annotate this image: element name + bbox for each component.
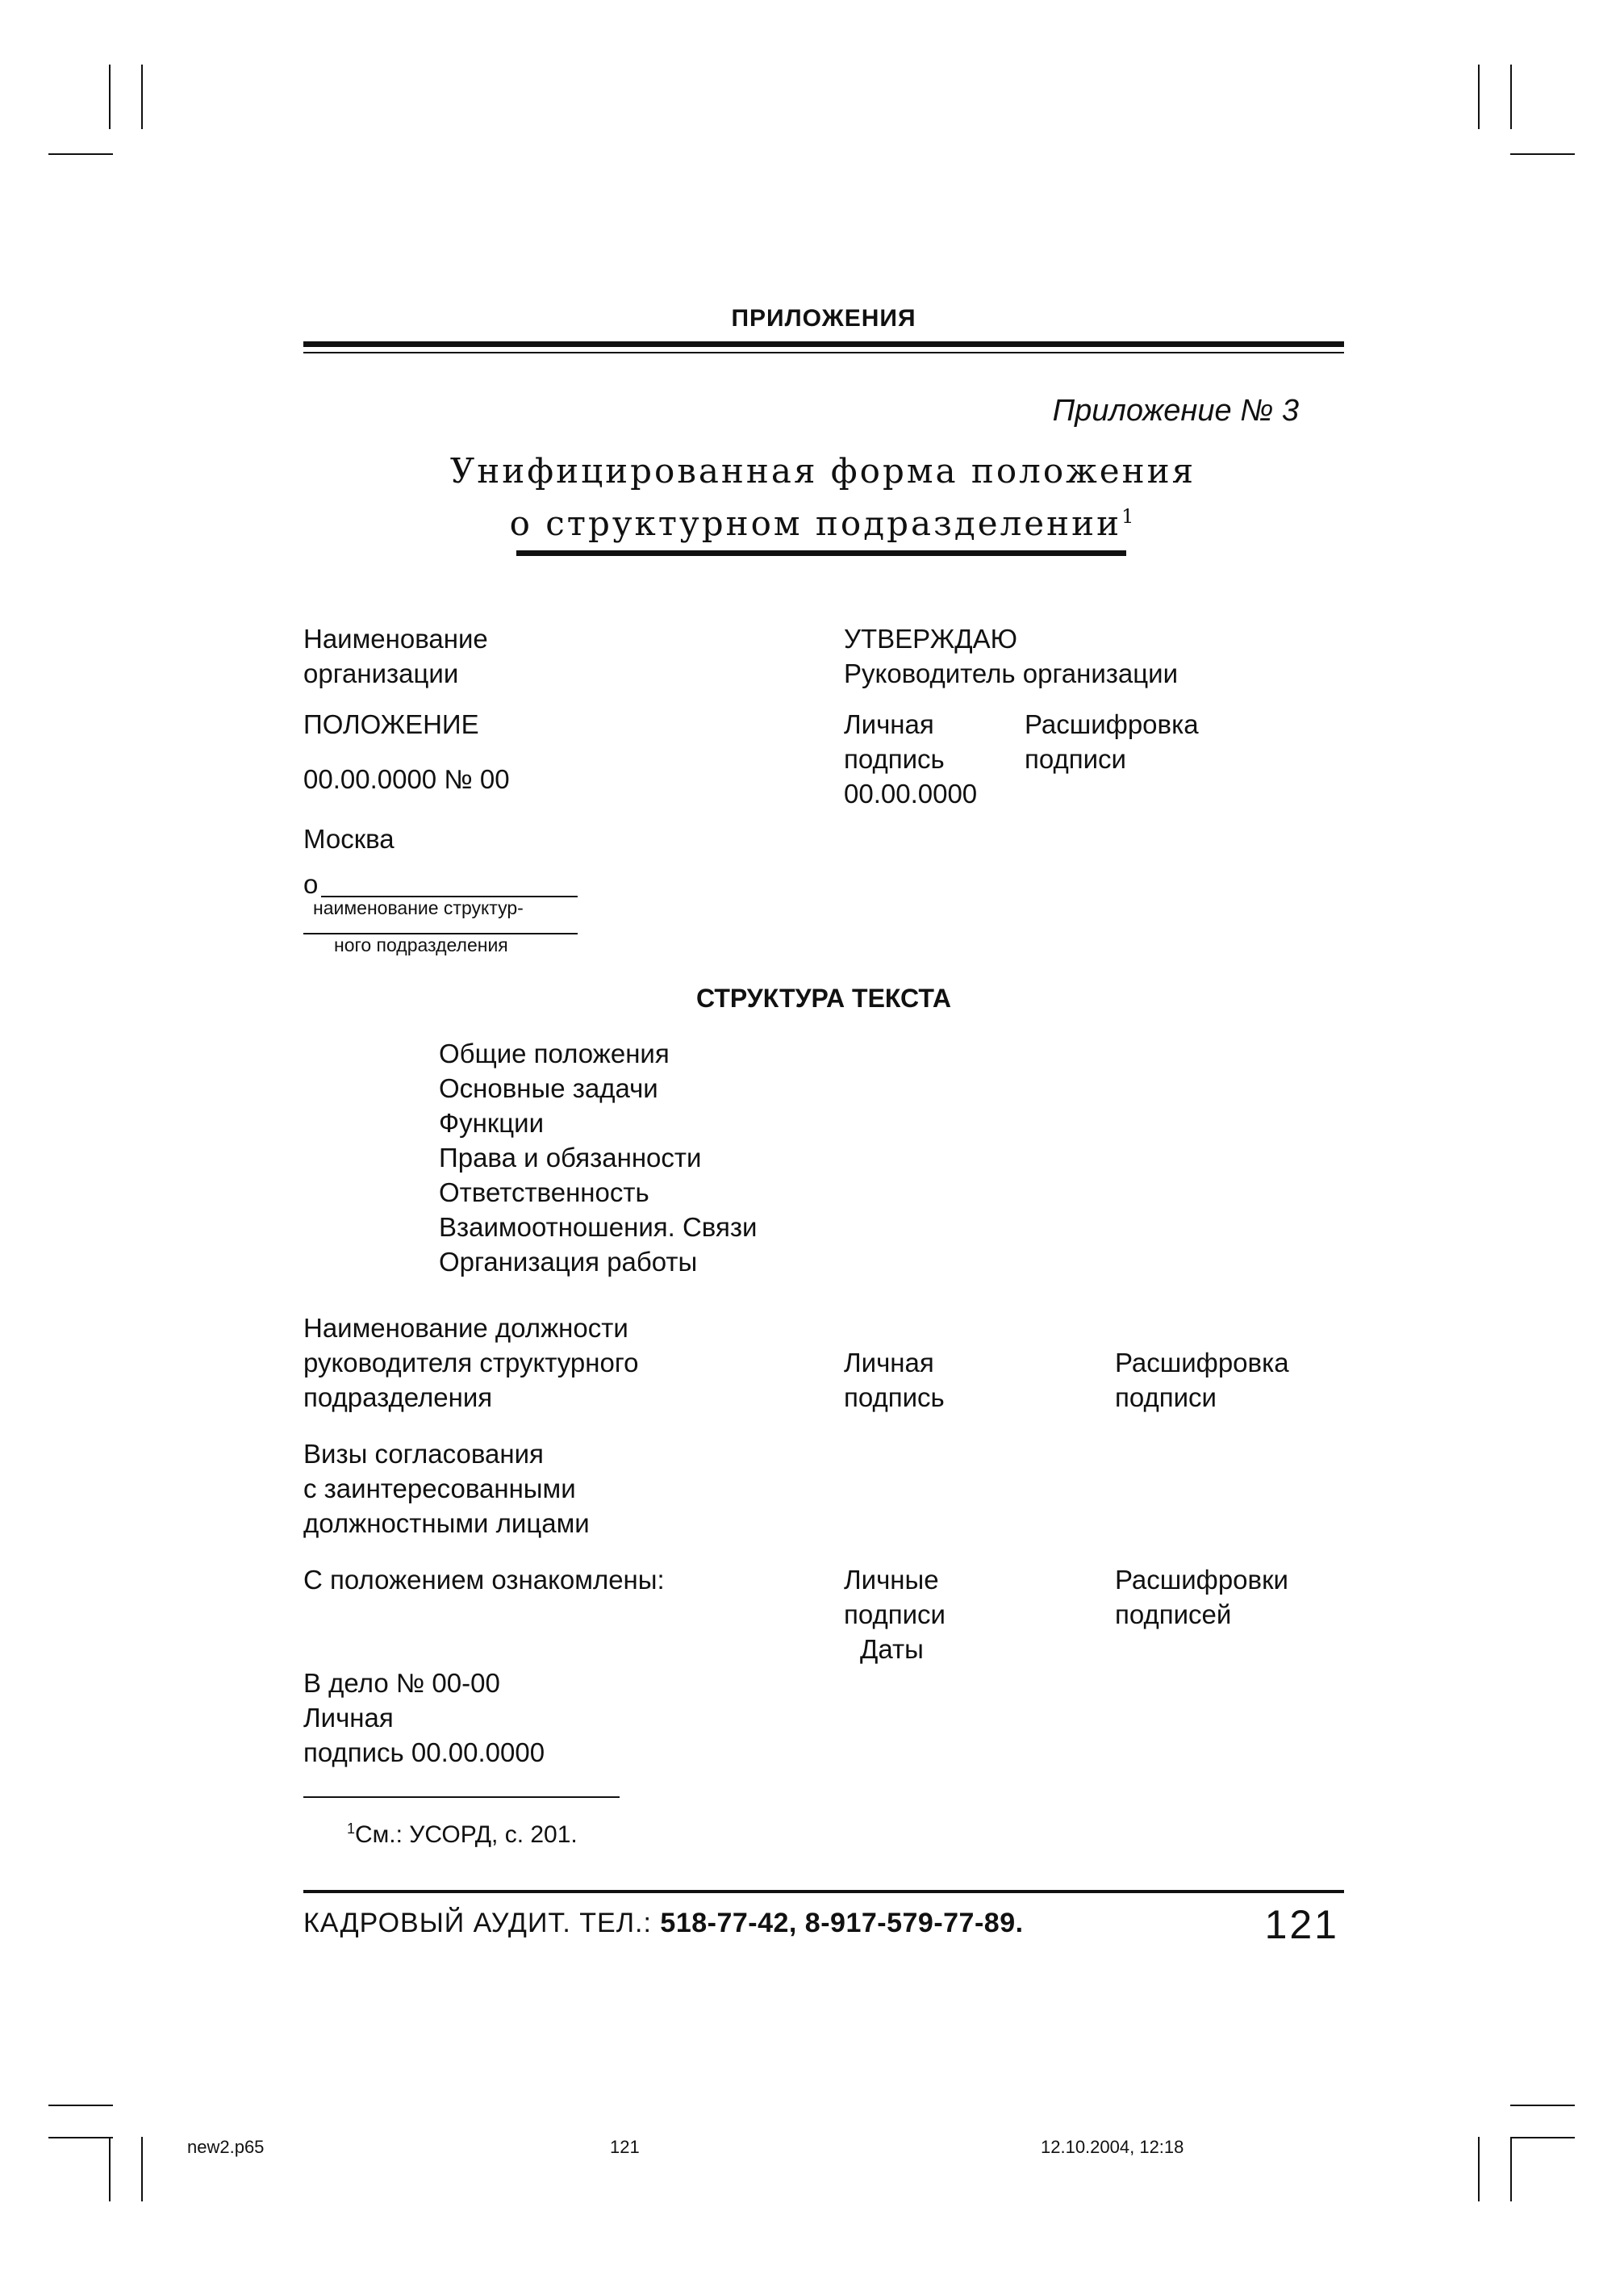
head-rule-thick bbox=[303, 341, 1344, 347]
page-number: 121 bbox=[1264, 1902, 1339, 1947]
list-item: Права и обязанности bbox=[439, 1143, 702, 1173]
head-position: Наименование должности руководителя структурного подразделения bbox=[303, 1313, 639, 1412]
org-name: Наименование организации bbox=[303, 624, 488, 688]
list-item: Ответственность bbox=[439, 1177, 649, 1207]
approver: Руководитель организации bbox=[844, 658, 1179, 688]
title-footnote-ref: 1 bbox=[1121, 505, 1137, 528]
city: Москва bbox=[303, 824, 395, 854]
list-item: Общие положения bbox=[439, 1039, 670, 1068]
approver-decoding: Расшифровка подписи bbox=[1025, 709, 1199, 774]
unit-caption-1: наименование структур- bbox=[313, 897, 524, 918]
document-title bbox=[371, 449, 1275, 546]
slug-file: new2.p65 bbox=[187, 2137, 265, 2157]
footer-phones: 518-77-42, 8-917-579-77-89. bbox=[660, 1908, 1024, 1938]
footer-rule bbox=[303, 1890, 1344, 1893]
acquainted-decodings: Расшифровки подписей bbox=[1115, 1565, 1288, 1629]
doc-date-number: 00.00.0000 № 00 bbox=[303, 764, 510, 794]
footnote-text: См.: УСОРД, с. 201. bbox=[355, 1821, 578, 1848]
acquainted-label: С положением ознакомлены: bbox=[303, 1565, 665, 1595]
slug-datetime: 12.10.2004, 12:18 bbox=[1041, 2137, 1184, 2157]
head-decoding: Расшифровка подписи bbox=[1115, 1348, 1289, 1412]
footnote-rule bbox=[303, 1796, 620, 1798]
acquainted-signatures: Личные подписи Даты bbox=[844, 1565, 946, 1664]
approver-signature: Личная подпись 00.00.0000 bbox=[844, 707, 977, 811]
file-note: В дело № 00-00 Личная подпись 00.00.0000 bbox=[303, 1668, 545, 1767]
running-head: ПРИЛОЖЕНИЯ bbox=[731, 305, 916, 332]
structure-heading: СТРУКТУРА ТЕКСТА bbox=[696, 984, 951, 1013]
footer-label: КАДРОВЫЙ АУДИТ. ТЕЛ.: bbox=[303, 1908, 652, 1938]
unit-caption-2: ного подразделения bbox=[334, 934, 508, 955]
footnote bbox=[347, 1821, 578, 1849]
approve-label: УТВЕРЖДАЮ bbox=[844, 624, 1017, 654]
list-item: Организация работы bbox=[439, 1247, 698, 1277]
title-underline bbox=[516, 550, 1126, 556]
list-item: Взаимоотношения. Связи bbox=[439, 1212, 758, 1242]
slug-page: 121 bbox=[610, 2137, 640, 2157]
title-line-2: о структурном подразделении$^1$ bbox=[509, 504, 1137, 543]
title-line-1: Унифицированная форма положения bbox=[449, 451, 1196, 491]
head-signature: Личная подпись bbox=[844, 1348, 945, 1412]
footer-line bbox=[303, 1908, 1024, 1939]
head-rule-thin bbox=[303, 352, 1344, 353]
about-prefix: о bbox=[303, 869, 319, 899]
list-item: Функции bbox=[439, 1108, 545, 1138]
structure-list bbox=[439, 1036, 757, 1279]
list-item: Основные задачи bbox=[439, 1073, 658, 1103]
footnote-mark: 1 bbox=[347, 1821, 356, 1837]
approval-date: 00.00.0000 bbox=[844, 779, 978, 809]
appendix-label: Приложение № 3 bbox=[1052, 394, 1299, 428]
doc-type: ПОЛОЖЕНИЕ bbox=[303, 709, 479, 739]
visas: Визы согласования с заинтересованными должностными лицами bbox=[303, 1439, 590, 1538]
